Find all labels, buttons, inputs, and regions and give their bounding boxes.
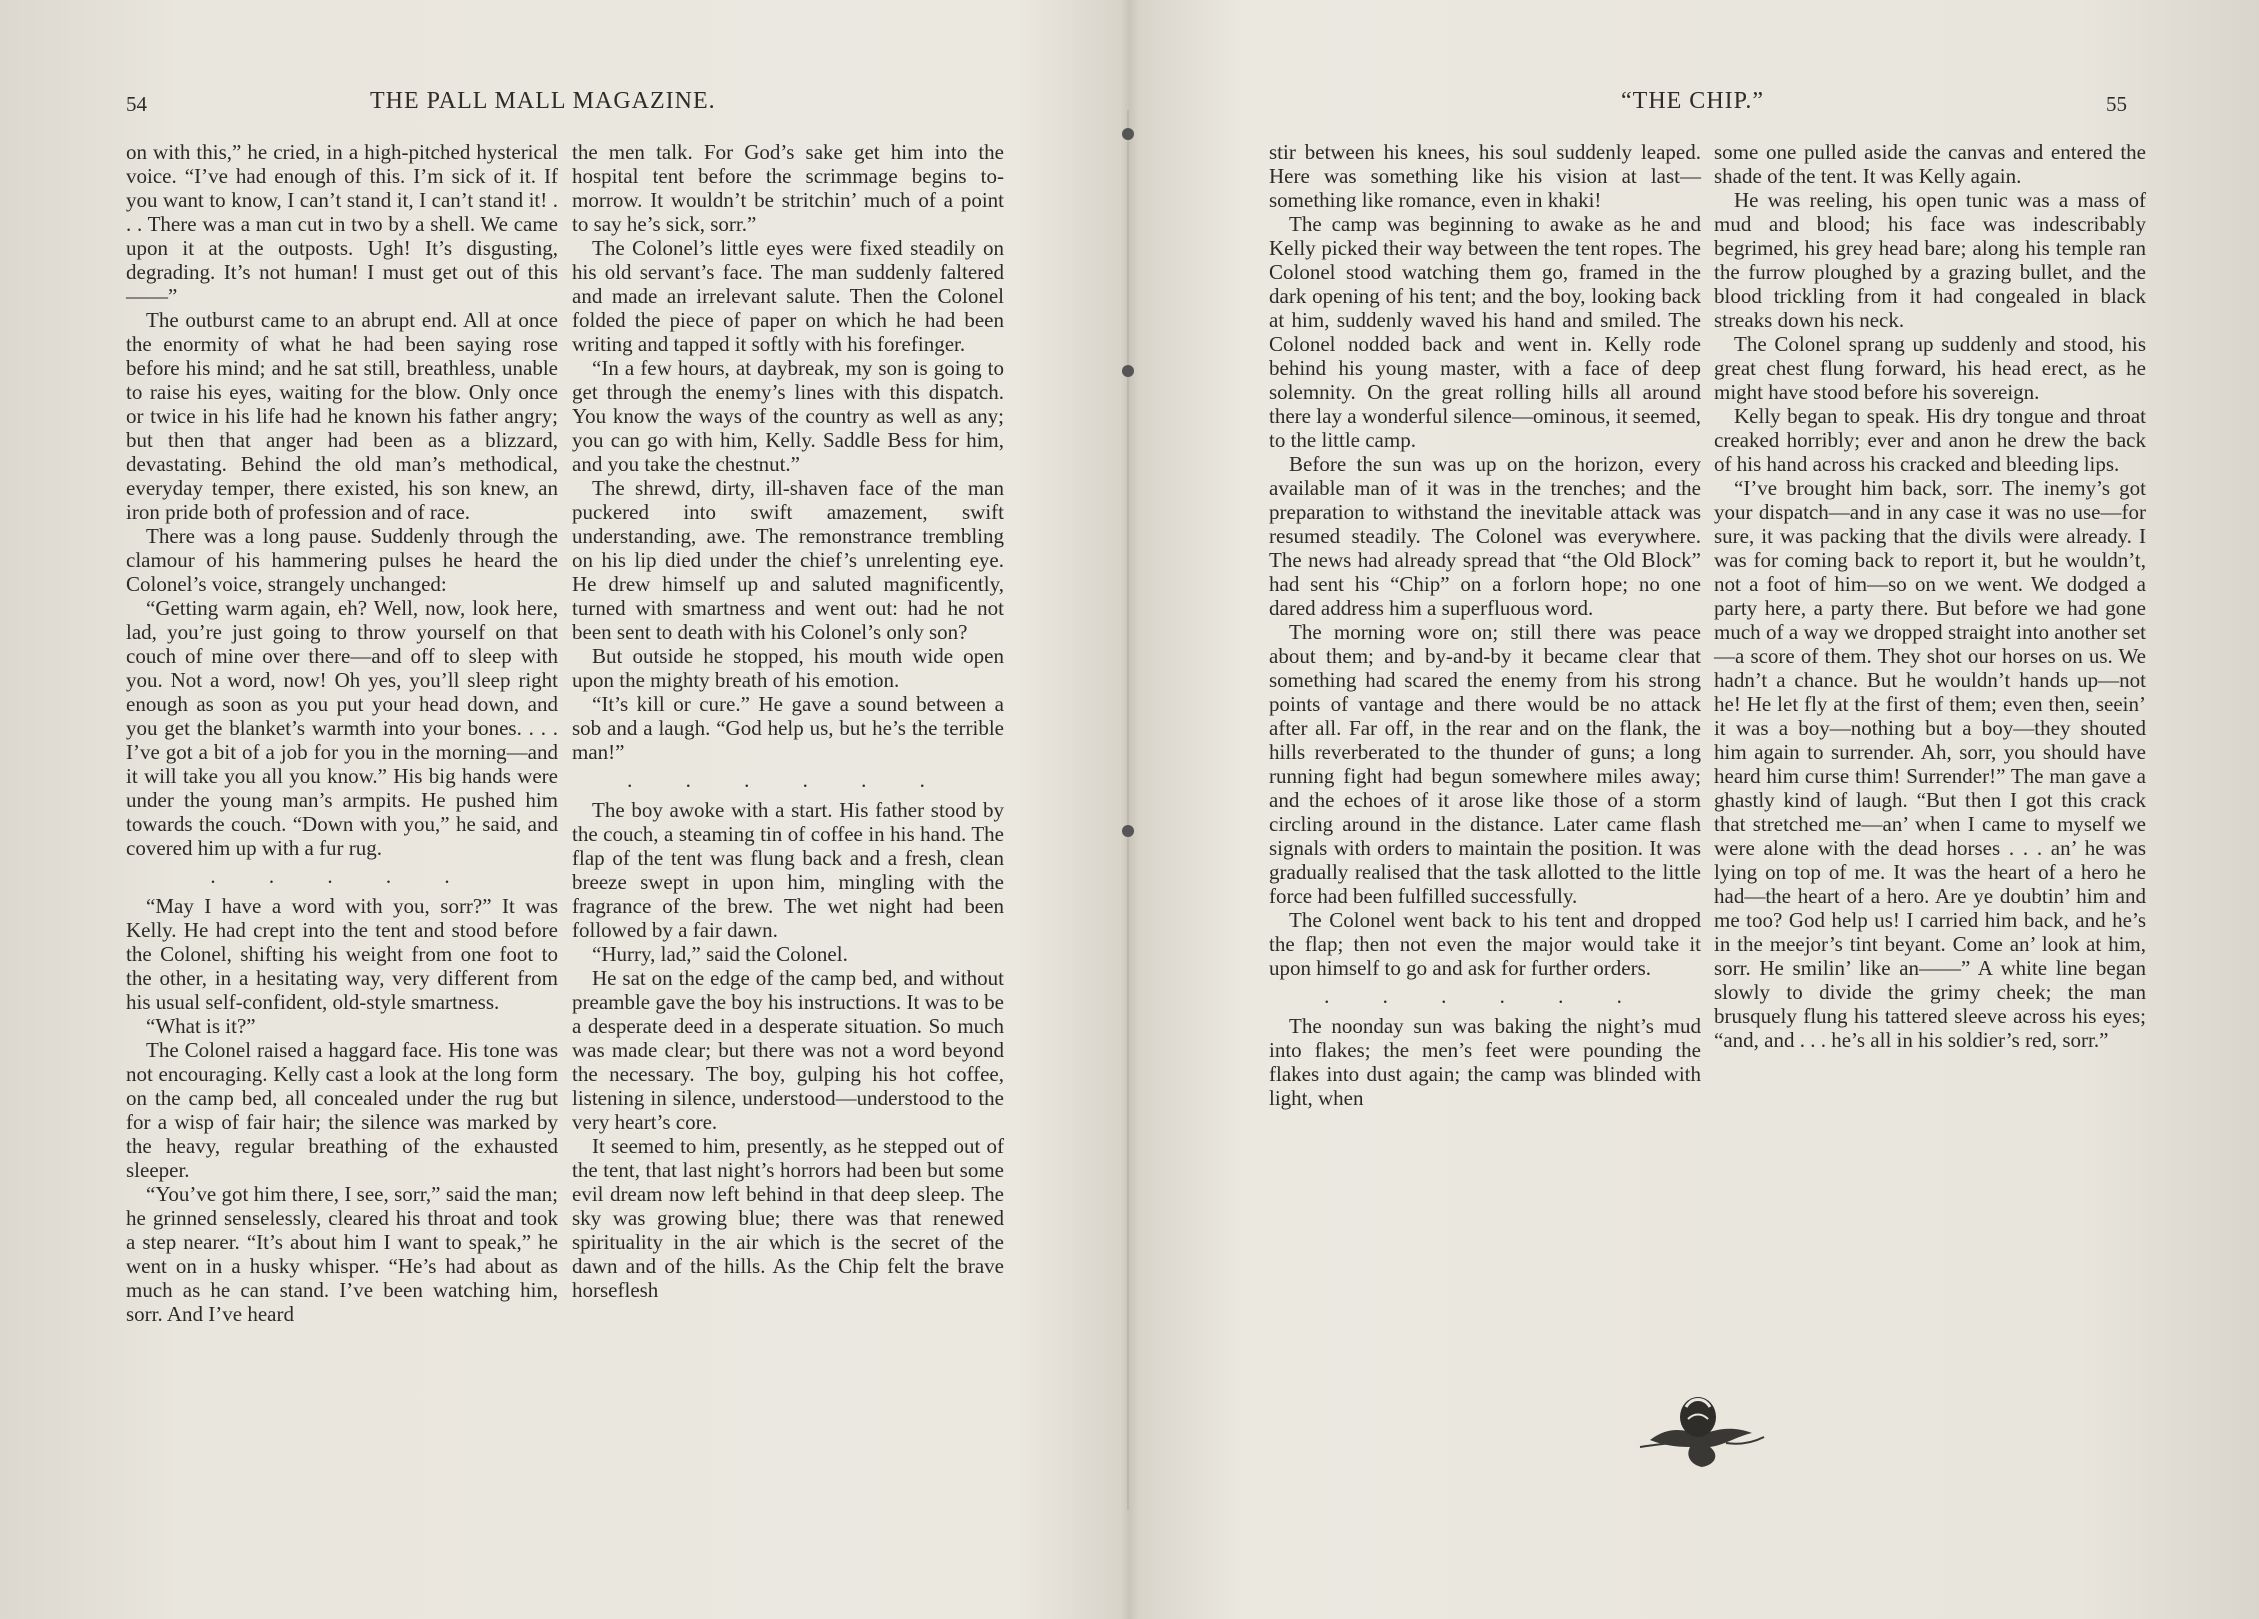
paragraph: The boy awoke with a start. His father stood by the couch, a steaming tin of coffee in his hand. The flap of the tent was flung back and a fresh, clean breeze swept in upon him, mingling with the fragrance of the brew. The wet night had been followed by a fair dawn. — [572, 798, 1004, 942]
paragraph: The camp was beginning to awake as he and Kelly picked their way between the tent ropes. The Colonel stood watching them go, framed in the dark opening of his tent; and the boy, looking back at him, suddenly waved his hand and smiled. The Colonel nodded back and went in. Kelly rode behind his young master, with a face of deep solemnity. On the great rolling hills all around there lay a wonderful silence—ominous, it seemed, to the little camp. — [1269, 212, 1701, 452]
paragraph: The noonday sun was baking the night’s mud into flakes; the men’s feet were pounding the flakes into dust again; the camp was blinded with light, when — [1269, 1014, 1701, 1110]
section-break: . . . . . — [210, 864, 474, 888]
paragraph: on with this,” he cried, in a high-pitched hysterical voice. “I’ve had enough of this. I’m sick of it. If you want to know, I can’t stand it, I can’t stand it! . . . There was a man cut in two by a shell. We came upon it at the outposts. Ugh! It’s disgusting, degrading. It’s not human! I must get out of this——” — [126, 140, 558, 308]
paragraph: “It’s kill or cure.” He gave a sound between a sob and a laugh. “God help us, but he’s the terrible man!” — [572, 692, 1004, 764]
text-column-2 — [572, 140, 1004, 1302]
paragraph: “Getting warm again, eh? Well, now, look here, lad, you’re just going to throw yourself on that couch of mine over there—and off to sleep with you. Not a word, now! Oh yes, you’ll sleep right enough as soon as you put your head down, and you get the blanket’s warmth into your bones. . . . I’ve got a bit of a job for you in the morning—and it will take you all you know.” His big hands were under the young man’s armpits. He pushed him towards the couch. “Down with you,” he said, and covered him up with a fur rug. — [126, 596, 558, 860]
paragraph: Before the sun was up on the horizon, every available man of it was in the trenches; and the preparation to withstand the inevitable attack was resumed steadily. The Colonel was everywhere. The news had already spread that “the Old Block” had sent his “Chip” on a forlorn hope; no one dared address him a superfluous word. — [1269, 452, 1701, 620]
paragraph: “May I have a word with you, sorr?” It was Kelly. He had crept into the tent and stood before the Colonel, shifting his weight from one foot to the other, in a hesitating way, very different from his usual self-confident, old-style smartness. — [126, 894, 558, 1014]
book-gutter — [1127, 110, 1129, 1510]
page-number: 55 — [2106, 92, 2127, 116]
right-page — [1131, 0, 2259, 1619]
paragraph: “What is it?” — [146, 1014, 256, 1038]
paragraph: The Colonel’s little eyes were fixed steadily on his old servant’s face. The man suddenly faltered and made an irrelevant salute. Then the Colonel folded the piece of paper on which he had been writing and tapped it softly with his forefinger. — [572, 236, 1004, 356]
left-page — [0, 0, 1127, 1619]
section-break: . . . . . . — [627, 768, 949, 792]
paragraph: “You’ve got him there, I see, sorr,” said the man; he grinned senselessly, cleared his throat and took a step nearer. “It’s about him I want to speak,” he went on in a husky whisper. “He’s had about as much as he can stand. I’ve been watching him, sorr. And I’ve heard — [126, 1182, 558, 1326]
paragraph: the men talk. For God’s sake get him into the hospital tent before the scrimmage begins to-morrow. It wouldn’t be stritchin’ much of a point to say he’s sick, sorr.” — [572, 140, 1004, 236]
paragraph: “In a few hours, at daybreak, my son is going to get through the enemy’s lines with this dispatch. You know the ways of the country as well as any; you can go with him, Kelly. Saddle Bess for him, and you take the chestnut.” — [572, 356, 1004, 476]
paragraph: The outburst came to an abrupt end. All at once the enormity of what he had been saying rose before his mind; and he sat still, breathless, unable to raise his eyes, waiting for the blow. Only once or twice in his life had he known his father angry; but then that anger had been as a blizzard, devastating. Behind the old man’s methodical, everyday temper, there existed, his son knew, an iron pride both of profession and of race. — [126, 308, 558, 524]
paragraph: He sat on the edge of the camp bed, and without preamble gave the boy his instructions. It was to be a desperate deed in a desperate situation. So much was made clear; but there was not a word beyond the necessary. The boy, gulping his hot coffee, listening in silence, understood—understood to the very heart’s core. — [572, 966, 1004, 1134]
paragraph: It seemed to him, presently, as he stepped out of the tent, that last night’s horrors had been but some evil dream now left behind in that deep sleep. The sky was growing blue; there was that renewed spirituality in the air which is the secret of the dawn and of the hills. As the Chip felt the brave horseflesh — [572, 1134, 1004, 1302]
paragraph: The Colonel raised a haggard face. His tone was not encouraging. Kelly cast a look at the long form on the camp bed, all concealed under the rug but for a wisp of fair hair; the silence was marked by the heavy, regular breathing of the exhausted sleeper. — [126, 1038, 558, 1182]
paragraph: “I’ve brought him back, sorr. The inemy’s got your dispatch—and in any case it was no use—for sure, it was packing that the divils were already. I was for coming back to report it, but he wouldn’t, not a foot of him—so on we went. We dodged a party here, a party there. But before we had gone much of a way we dropped straight into another set—a score of them. They shot our horses on us. We hadn’t a chance. But he wouldn’t hands up—not he! He let fly at the first of them; even then, seein’ it was a boy—nothing but a boy—they shouted him again to surrender. Ah, sorr, you should have heard him curse thim! Surrender!” The man gave a ghastly kind of laugh. “But then I got this crack that stretched me—an’ when I came to myself we were alone with the dead horses . . . an’ he was lying on top of me. It was the heart of a hero he had—the heart of a hero. Are ye doubtin’ him and me too? God help us! I carried him back, and he’s in the meejor’s tint beyant. Come an’ look at him, sorr. He smilin’ like an——” A white line began slowly to divide the grimy cheek; the man brusquely flung his tattered sleeve across his eyes; “and, and . . . he’s all in his soldier’s red, sorr.” — [1714, 476, 2146, 1052]
section-break: . . . . . . — [1324, 984, 1646, 1008]
thistle-flower-ornament-icon — [1630, 1385, 1770, 1475]
paragraph: The Colonel sprang up suddenly and stood, his great chest flung forward, his head erect, as he might have stood before his sovereign. — [1714, 332, 2146, 404]
paragraph: The shrewd, dirty, ill-shaven face of the man puckered into swift amazement, swift understanding, awe. The remonstrance trembling on his lip died under the chief’s unrelenting eye. He drew himself up and saluted magnificently, turned with smartness and went out: had he not been sent to death with his Colonel’s only son? — [572, 476, 1004, 644]
paragraph: The morning wore on; still there was peace about them; and by-and-by it became clear that something had scared the enemy from his strong points of vantage and there would be no attack after all. Far off, in the rear and on the flank, the hills reverberated to the thunder of guns; a long running fight had begun somewhere miles away; and the echoes of it arose like those of a storm circling around in the distance. Later came flash signals with orders to maintain the position. It was gradually realised that the task allotted to the little force had been fulfilled successfully. — [1269, 620, 1701, 908]
paragraph: He was reeling, his open tunic was a mass of mud and blood; his face was indescribably begrimed, his grey head bare; along his temple ran the furrow ploughed by a grazing bullet, and the blood trickling from it had congealed in black streaks down his neck. — [1714, 188, 2146, 332]
text-column-1 — [1269, 140, 1701, 1110]
paragraph: stir between his knees, his soul suddenly leaped. Here was something like his vision at last—something like romance, even in khaki! — [1269, 140, 1701, 212]
paragraph: There was a long pause. Suddenly through the clamour of his hammering pulses he heard the Colonel’s voice, strangely unchanged: — [126, 524, 558, 596]
running-head: THE PALL MALL MAGAZINE. — [370, 88, 716, 114]
paragraph: The Colonel went back to his tent and dropped the flap; then not even the major would take it upon himself to go and ask for further orders. — [1269, 908, 1701, 980]
paragraph: some one pulled aside the canvas and entered the shade of the tent. It was Kelly again. — [1714, 140, 2146, 188]
running-head: “THE CHIP.” — [1621, 88, 1764, 114]
paragraph: But outside he stopped, his mouth wide open upon the mighty breath of his emotion. — [572, 644, 1004, 692]
text-column-2 — [1714, 140, 2146, 1052]
page-number: 54 — [126, 92, 147, 116]
text-column-1 — [126, 140, 558, 1326]
paragraph: Kelly began to speak. His dry tongue and throat creaked horribly; ever and anon he drew the back of his hand across his cracked and bleeding lips. — [1714, 404, 2146, 476]
paragraph: “Hurry, lad,” said the Colonel. — [592, 942, 848, 966]
